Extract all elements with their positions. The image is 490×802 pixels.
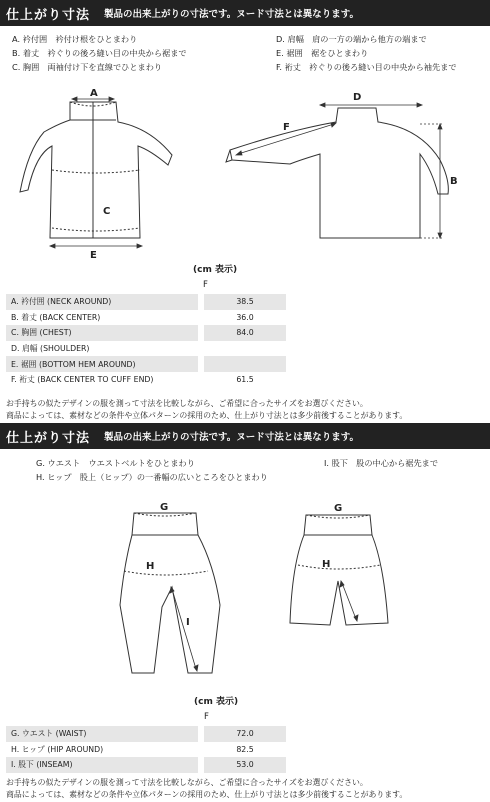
bottom-subtitle: 製品の出来上がりの寸法です。ヌード寸法とは異なります。	[104, 432, 359, 443]
label-d: D	[353, 92, 362, 103]
table-row: D. 肩幅 (SHOULDER)	[6, 341, 286, 357]
bottom-note-2: 商品によっては、素材などの条件や立体パターンの採用のため、仕上がり寸法とは多少前後することがあります。	[6, 790, 408, 799]
table-row: A. 衿付囲 (NECK AROUND) 38.5	[6, 294, 286, 310]
legend-item-f: F. 裄丈 衿ぐりの後ろ縫い目の中央から袖先まで	[276, 62, 457, 72]
table-row: E. 裾囲 (BOTTOM HEM AROUND)	[6, 356, 286, 372]
top-size-header: F	[203, 280, 208, 290]
jacket-diagram	[0, 80, 490, 260]
label-h-shorts: H	[322, 559, 331, 570]
bottom-title: 仕上がり寸法	[6, 430, 91, 446]
label-g-shorts: G	[334, 503, 343, 514]
label-c: C	[103, 206, 111, 217]
bottom-unit-label: (cm 表示)	[194, 697, 239, 707]
table-row: G. ウエスト (WAIST) 72.0	[6, 726, 286, 742]
label-a: A	[90, 88, 98, 99]
top-header-band	[0, 0, 490, 26]
legend-item-d: D. 肩幅 肩の一方の端から他方の端まで	[276, 34, 427, 44]
legend-item-i: I. 股下 股の中心から裾先まで	[324, 458, 439, 468]
short-pants-illustration	[290, 515, 388, 625]
top-unit-label: (cm 表示)	[193, 265, 238, 275]
legend-item-a: A. 衿付囲 衿付け根をひとまわり	[12, 34, 138, 44]
top-size-table	[6, 294, 286, 388]
bottom-note-1: お手持ちの似たデザインの服を測って寸法を比較しながら、ご希望に合ったサイズをお選びください。	[6, 778, 368, 787]
table-row: C. 胸囲 (CHEST) 84.0	[6, 325, 286, 341]
table-row: F. 裄丈 (BACK CENTER TO CUFF END) 61.5	[6, 372, 286, 388]
jacket-back-illustration	[226, 108, 448, 238]
legend-item-g: G. ウエスト ウエストベルトをひとまわり	[36, 458, 195, 468]
legend-item-h: H. ヒップ 股上（ヒップ）の一番幅の広いところをひとまわり	[36, 472, 268, 482]
top-title: 仕上がり寸法	[6, 7, 91, 23]
jacket-front-illustration	[20, 102, 172, 238]
bottom-header-band	[0, 423, 490, 449]
label-b: B	[450, 176, 458, 187]
legend-item-e: E. 裾囲 裾をひとまわり	[276, 48, 369, 58]
top-note-2: 商品によっては、素材などの条件や立体パターンの採用のため、仕上がり寸法とは多少前後することがあります。	[6, 411, 408, 420]
legend-item-b: B. 着丈 衿ぐりの後ろ縫い目の中央から裾まで	[12, 48, 187, 58]
pants-diagram	[0, 495, 490, 690]
table-row: I. 股下 (INSEAM) 53.0	[6, 757, 286, 773]
top-legend-right	[276, 32, 457, 74]
bottom-legend-left	[36, 456, 268, 484]
table-row: B. 着丈 (BACK CENTER) 36.0	[6, 310, 286, 326]
label-e: E	[90, 250, 97, 260]
table-row: H. ヒップ (HIP AROUND) 82.5	[6, 742, 286, 758]
bottom-size-header: F	[204, 712, 209, 722]
top-note-1: お手持ちの似たデザインの服を測って寸法を比較しながら、ご希望に合ったサイズをお選びください。	[6, 399, 368, 408]
top-subtitle: 製品の出来上がりの寸法です。ヌード寸法とは異なります。	[104, 9, 359, 20]
label-f: F	[283, 122, 290, 133]
top-legend-left	[12, 32, 187, 74]
label-g: G	[160, 502, 169, 513]
label-i: I	[186, 617, 190, 628]
legend-item-c: C. 胸囲 両袖付け下を直線でひとまわり	[12, 62, 163, 72]
bottom-size-table	[6, 726, 286, 773]
label-h: H	[146, 561, 155, 572]
bottom-legend-right	[324, 456, 438, 470]
